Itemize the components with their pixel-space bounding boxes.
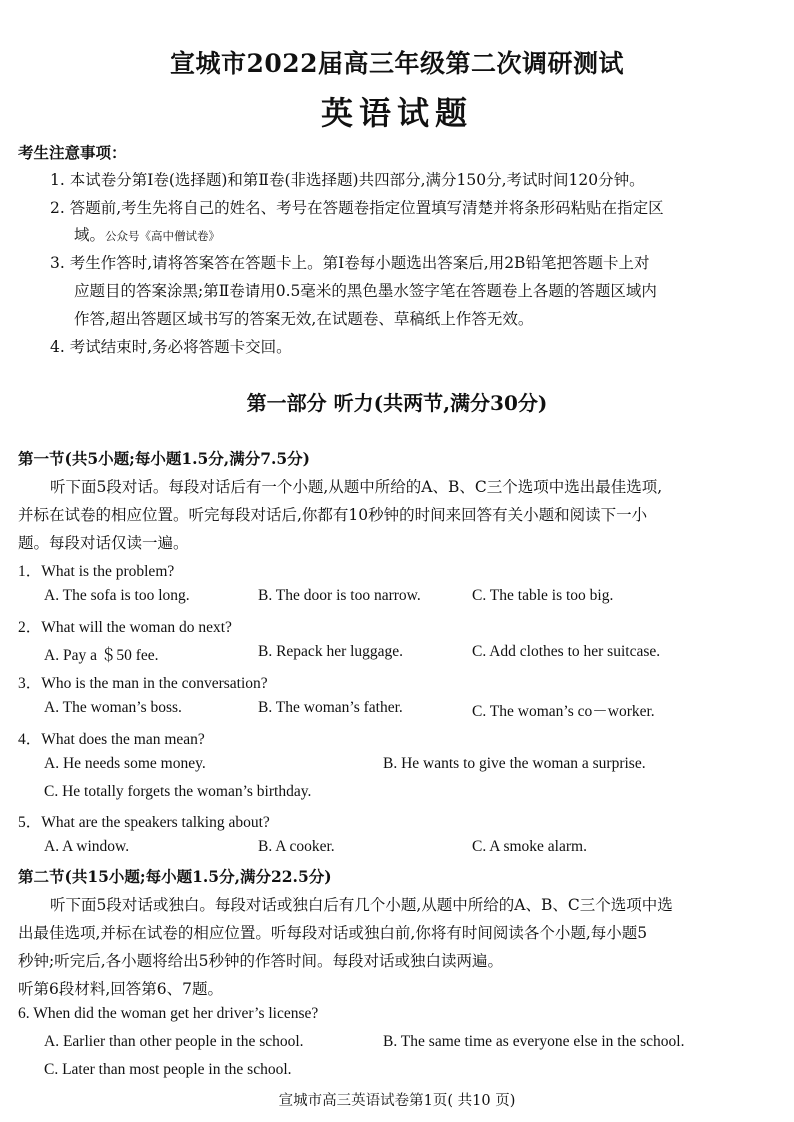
q1-option-a: A. The sofa is too long.	[44, 587, 190, 604]
notice-item-1: 1. 本试卷分第Ⅰ卷(选择题)和第Ⅱ卷(非选择题)共四部分,满分150分,考试时间120分钟。	[50, 171, 645, 189]
q2-option-b: B. Repack her luggage.	[258, 643, 404, 660]
section2-intro-3: 秒钟;听完后,各小题将给出5秒钟的作答时间。每段对话或独白读两遍。	[18, 952, 504, 970]
notice-item-2-end: 域。	[74, 226, 106, 244]
notice-item-3: 3. 考生作答时,请将答案答在答题卡上。第Ⅰ卷每小题选出答案后,用2B铅笔把答题卡上对	[50, 254, 650, 272]
notice-heading: 考生注意事项：	[18, 143, 127, 162]
q3-option-c: C. The woman’s co－worker.	[472, 703, 655, 720]
notice-item-3-cont-2: 作答,超出答题区域书写的答案无效,在试题卷、草稿纸上作答无效。	[74, 310, 534, 328]
question-3: 3．Who is the man in the conversation?	[18, 675, 268, 692]
notice-item-2: 2. 答题前,考生先将自己的姓名、考号在答题卷指定位置填写清楚并将条形码粘贴在指定区	[50, 199, 664, 217]
q1-option-c: C. The table is too big.	[472, 587, 614, 604]
question-6: 6. When did the woman get her driver’s license?	[18, 1005, 319, 1022]
subject-title: 英语试题	[320, 94, 473, 132]
q2-option-a: A. Pay a ＄50 fee.	[44, 647, 159, 664]
notice-item-2-cont	[74, 223, 220, 245]
section1-heading: 第一节(共5小题;每小题1.5分,满分7.5分)	[18, 449, 311, 468]
watermark-text: 公众号《高中僧试卷》	[105, 229, 221, 243]
q5-option-a: A. A window.	[44, 838, 130, 855]
material-6-instruction: 听第6段材料,回答第6、7题。	[18, 980, 224, 998]
q3-option-b: B. The woman’s father.	[258, 699, 403, 716]
question-2: 2．What will the woman do next?	[18, 619, 232, 636]
part1-title: 第一部分 听力(共两节,满分30分)	[246, 391, 548, 415]
q2-option-c: C. Add clothes to her suitcase.	[472, 643, 661, 660]
q4-option-b: B. He wants to give the woman a surprise.	[383, 755, 646, 772]
exam-title: 宣城市2022届高三年级第二次调研测试	[169, 49, 625, 78]
notice-item-4: 4. 考试结束时,务必将答题卡交回。	[50, 338, 292, 356]
q6-option-a: A. Earlier than other people in the school.	[44, 1033, 304, 1050]
section1-intro-1: 听下面5段对话。每段对话后有一个小题,从题中所给的A、B、C三个选项中选出最佳选项,	[50, 478, 663, 496]
q4-option-a: A. He needs some money.	[44, 755, 206, 772]
q6-option-b: B. The same time as everyone else in the school.	[383, 1033, 685, 1050]
section1-intro-3: 题。每段对话仅读一遍。	[18, 534, 189, 552]
page-footer: 宣城市高三英语试卷第1页( 共10 页)	[278, 1093, 516, 1109]
section2-heading: 第二节(共15小题;每小题1.5分,满分22.5分)	[18, 867, 332, 886]
q4-option-c: C. He totally forgets the woman’s birthday.	[44, 783, 312, 800]
q1-option-b: B. The door is too narrow.	[258, 587, 421, 604]
question-5: 5．What are the speakers talking about?	[18, 814, 270, 831]
section2-intro-1: 听下面5段对话或独白。每段对话或独白后有几个小题,从题中所给的A、B、C三个选项中选	[50, 896, 673, 914]
section2-intro-2: 出最佳选项,并标在试卷的相应位置。听每段对话或独白前,你将有时间阅读各个小题,每小题5	[18, 924, 648, 942]
notice-item-3-cont-1: 应题目的答案涂黑;第Ⅱ卷请用0.5毫米的黑色墨水签字笔在答题卷上各题的答题区域内	[74, 282, 657, 300]
q5-option-c: C. A smoke alarm.	[472, 838, 587, 855]
section1-intro-2: 并标在试卷的相应位置。听完每段对话后,你都有10秒钟的时间来回答有关小题和阅读下一小	[18, 506, 648, 524]
q3-option-a: A. The woman’s boss.	[44, 699, 182, 716]
question-1: 1．What is the problem?	[18, 563, 175, 580]
question-4: 4．What does the man mean?	[18, 731, 205, 748]
q6-option-c: C. Later than most people in the school.	[44, 1061, 292, 1078]
q5-option-b: B. A cooker.	[258, 838, 335, 855]
